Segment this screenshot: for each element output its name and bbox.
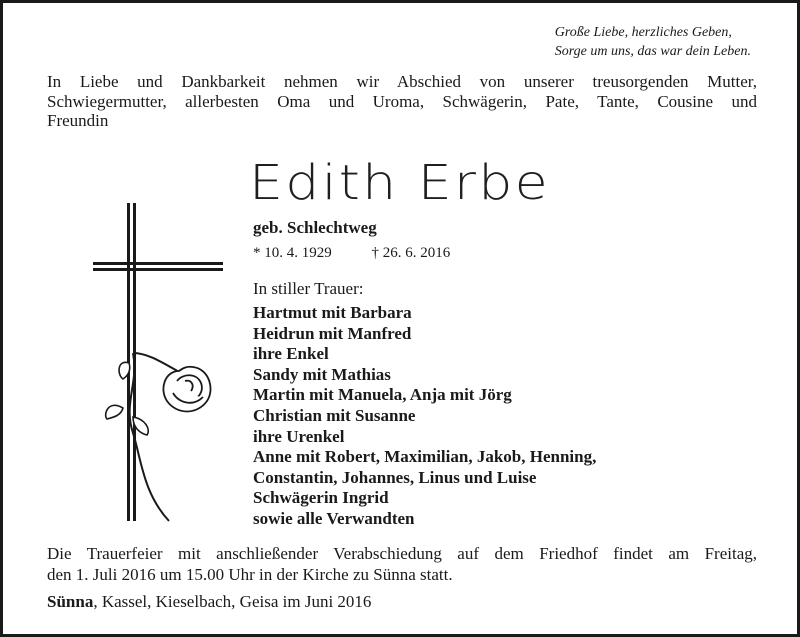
life-dates xyxy=(253,245,450,262)
mourner-line: Christian mit Susanne xyxy=(253,405,416,425)
service-line-2: den 1. Juli 2016 um 15.00 Uhr in der Kirche zu Sünna statt. xyxy=(47,565,453,584)
mourner-line: Heidrun mit Manfred xyxy=(253,323,412,343)
motto-line-2: Sorge um uns, das war dein Leben. xyxy=(554,44,751,59)
mourner-line: Hartmut mit Barbara xyxy=(253,303,412,322)
maiden-name: geb. Schlechtweg xyxy=(253,218,377,237)
place-rest: , Kassel, Kieselbach, Geisa im Juni 2016 xyxy=(93,592,372,611)
mourner-line: Constantin, Johannes, Linus und Luise xyxy=(253,467,537,487)
mourner-line: sowie alle Verwandten xyxy=(253,508,415,528)
birth-date: * 10. 4. 1929 xyxy=(253,245,332,261)
mourners-list xyxy=(253,303,596,530)
mourner-line: ihre Enkel xyxy=(253,344,329,364)
intro-line-2: Schwiegermutter, allerbesten Oma und Uroma, Schwägerin, Pate, Tante, Cousine und xyxy=(47,91,757,111)
intro-text xyxy=(47,72,757,131)
mourner-line: Martin mit Manuela, Anja mit Jörg xyxy=(253,385,512,405)
mourner-line: Schwägerin Ingrid xyxy=(253,488,389,508)
place-and-date xyxy=(47,592,371,612)
place-main: Sünna xyxy=(47,592,94,611)
mourning-heading: In stiller Trauer: xyxy=(253,279,364,298)
mourner-line: ihre Urenkel xyxy=(253,426,345,446)
mourner-line: Anne mit Robert, Maximilian, Jakob, Henning, xyxy=(253,447,597,467)
deceased-name: Edith Erbe xyxy=(249,155,550,211)
service-notice xyxy=(47,543,757,585)
service-line-1: Die Trauerfeier mit anschließender Verabschiedung auf dem Friedhof findet am Freitag, xyxy=(47,544,757,563)
motto-line-1: Große Liebe, herzliches Geben, xyxy=(554,25,732,40)
motto xyxy=(555,23,751,61)
mourner-line: Sandy mit Mathias xyxy=(253,364,391,384)
intro-line-1: In Liebe und Dankbarkeit nehmen wir Abschied von unserer treusorgenden Mutter, xyxy=(47,72,757,91)
death-date: † 26. 6. 2016 xyxy=(371,245,451,261)
intro-line-3: Freundin xyxy=(47,111,109,130)
cross-with-rose-icon xyxy=(93,203,223,533)
